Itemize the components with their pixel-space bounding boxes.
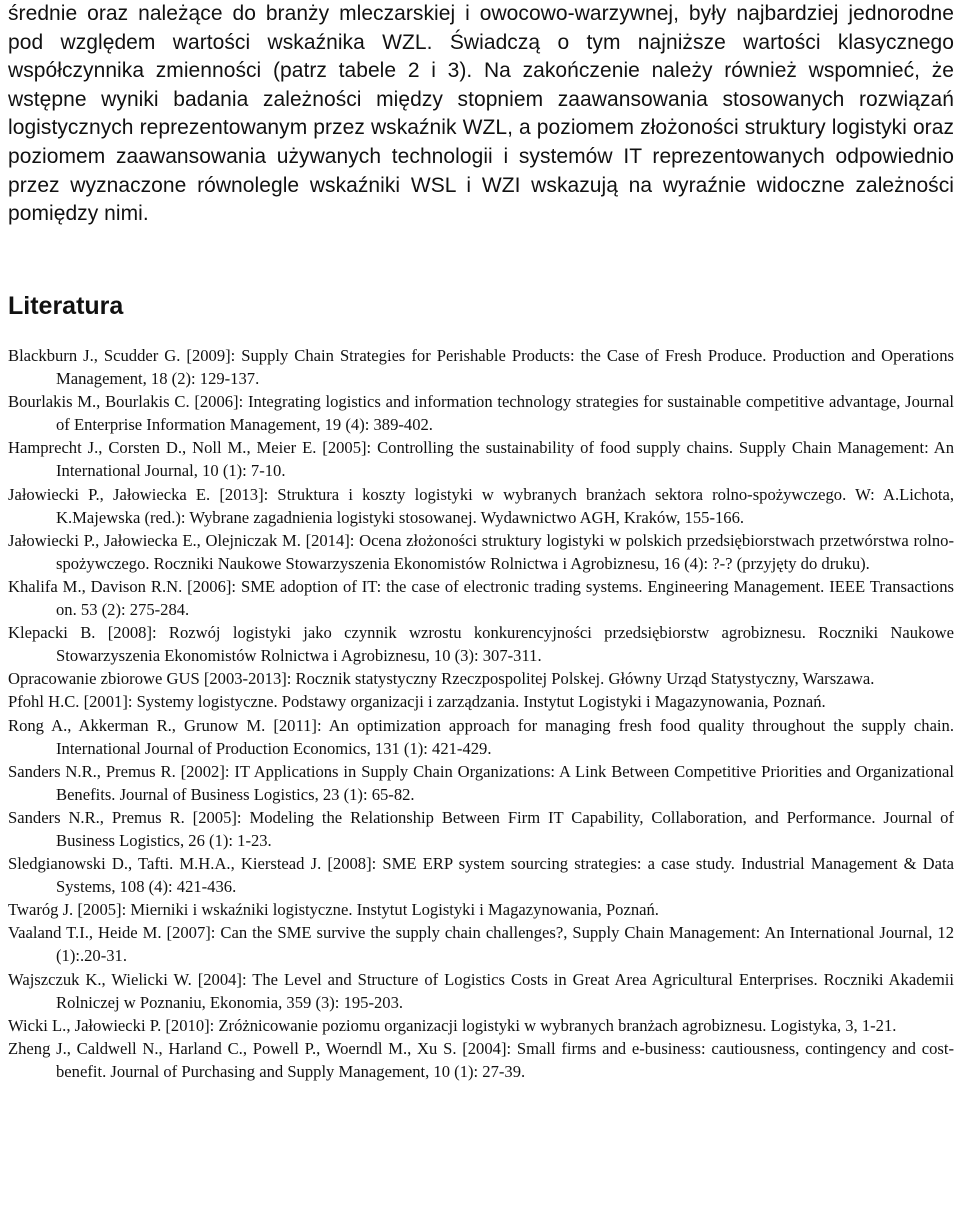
body-paragraph: średnie oraz należące do branży mleczarskiej i owocowo-warzywnej, były najbardziej jednorodne pod względem wartości wskaźnika WZL. Świadczą o tym najniższe wartości klasycznego współczynnika zmienności (patrz tabele 2 i 3). Na zakończenie należy również wspomnieć, że wstępne wyniki badania zależności między stopniem zaawansowania stosowanych rozwiązań logistycznych reprezentowanym przez wskaźnik WZL, a poziomem złożoności struktury logistyki oraz poziomem zaawansowania używanych technologii i systemów IT reprezentowanych odpowiednio przez wyznaczone równolegle wskaźniki WSL i WZI wskazują na wyraźnie widoczne zależności pomiędzy nimi. — [8, 2, 954, 226]
reference-item: Pfohl H.C. [2001]: Systemy logistyczne. Podstawy organizacji i zarządzania. Instytut Logistyki i Magazynowania, Poznań. — [8, 692, 826, 712]
reference-item: Zheng J., Caldwell N., Harland C., Powell P., Woerndl M., Xu S. [2004]: Small firms and e-business: cautiousness, contingency and cost-benefit. Journal of Purchasing and Supply Management, 10 (1): 27-39. — [8, 1038, 954, 1081]
reference-item: Bourlakis M., Bourlakis C. [2006]: Integrating logistics and information technology strategies for sustainable competitive advantage, Journal of Enterprise Information Management, 19 (4): 389-402. — [8, 392, 954, 435]
reference-item: Rong A., Akkerman R., Grunow M. [2011]: An optimization approach for managing fresh food quality throughout the supply chain. International Journal of Production Economics, 131 (1): 421-429. — [8, 715, 954, 758]
reference-item: Jałowiecki P., Jałowiecka E. [2013]: Struktura i koszty logistyki w wybranych branżach sektora rolno-spożywczego. W: A.Lichota, K.Majewska (red.): Wybrane zagadnienia logistyki stosowanej. Wydawnictwo AGH, Kraków, 155-166. — [8, 484, 954, 527]
reference-item: Vaaland T.I., Heide M. [2007]: Can the SME survive the supply chain challenges?, Supply Chain Management: An International Journal, 12 (1):.20-31. — [8, 923, 954, 966]
reference-item: Sanders N.R., Premus R. [2005]: Modeling the Relationship Between Firm IT Capability, Collaboration, and Performance. Journal of Business Logistics, 26 (1): 1-23. — [8, 807, 954, 850]
reference-item: Jałowiecki P., Jałowiecka E., Olejniczak M. [2014]: Ocena złożoności struktury logistyki w polskich przedsiębiorstwach przetwórstwa rolno-spożywczego. Roczniki Naukowe Stowarzyszenia Ekonomistów Rolnictwa i Agrobiznesu, 16 (4): ?-? (przyjęty do druku). — [8, 530, 954, 573]
reference-item: Wicki L., Jałowiecki P. [2010]: Zróżnicowanie poziomu organizacji logistyki w wybranych branżach agrobiznesu. Logistyka, 3, 1-21. — [8, 1015, 897, 1035]
reference-item: Sanders N.R., Premus R. [2002]: IT Applications in Supply Chain Organizations: A Link Between Competitive Priorities and Organizational Benefits. Journal of Business Logistics, 23 (1): 65-82. — [8, 761, 954, 804]
reference-item: Wajszczuk K., Wielicki W. [2004]: The Level and Structure of Logistics Costs in Great Area Agricultural Enterprises. Roczniki Akademii Rolniczej w Poznaniu, Ekonomia, 359 (3): 195-203. — [8, 969, 954, 1012]
reference-item: Hamprecht J., Corsten D., Noll M., Meier E. [2005]: Controlling the sustainability of food supply chains. Supply Chain Management: An International Journal, 10 (1): 7-10. — [8, 438, 954, 481]
reference-item: Twaróg J. [2005]: Mierniki i wskaźniki logistyczne. Instytut Logistyki i Magazynowania, Poznań. — [8, 900, 659, 920]
literature-heading: Literatura — [8, 292, 124, 320]
reference-item: Sledgianowski D., Tafti. M.H.A., Kierstead J. [2008]: SME ERP system sourcing strategies: a case study. Industrial Management & Data Systems, 108 (4): 421-436. — [8, 854, 954, 897]
reference-item: Blackburn J., Scudder G. [2009]: Supply Chain Strategies for Perishable Products: the Case of Fresh Produce. Production and Operations Management, 18 (2): 129-137. — [8, 346, 954, 389]
reference-item: Opracowanie zbiorowe GUS [2003-2013]: Rocznik statystyczny Rzeczpospolitej Polskej. Główny Urząd Statystyczny, Warszawa. — [8, 669, 875, 689]
reference-list — [8, 344, 954, 1083]
document-page — [8, 0, 954, 1081]
reference-item: Klepacki B. [2008]: Rozwój logistyki jako czynnik wzrostu konkurencyjności przedsiębiorstw agrobiznesu. Roczniki Naukowe Stowarzyszenia Ekonomistów Rolnictwa i Agrobiznesu, 10 (3): 307-311. — [8, 623, 954, 666]
reference-item: Khalifa M., Davison R.N. [2006]: SME adoption of IT: the case of electronic trading systems. Engineering Management. IEEE Transactions on. 53 (2): 275-284. — [8, 576, 954, 620]
